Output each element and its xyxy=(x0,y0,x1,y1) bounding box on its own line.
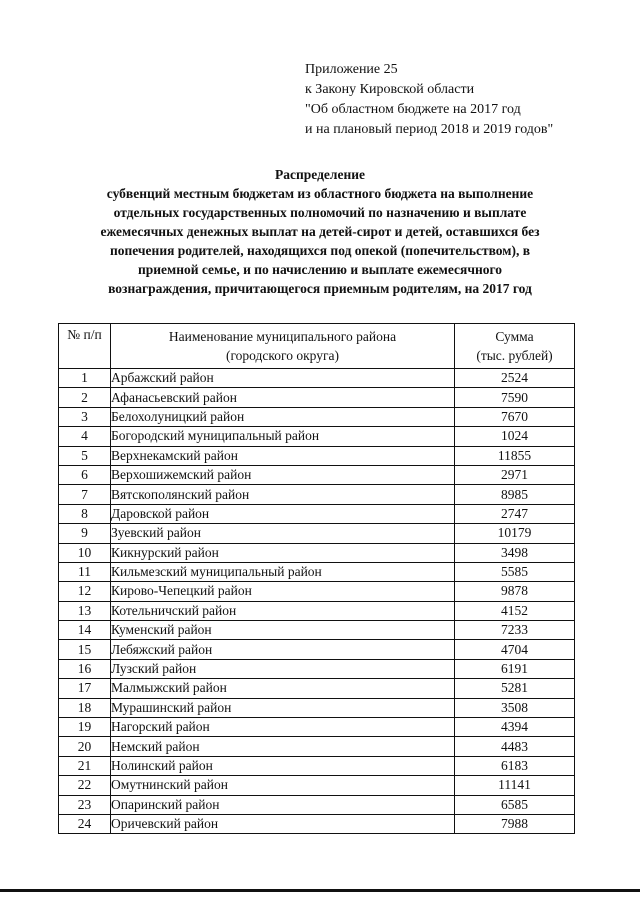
cell-name: Мурашинский район xyxy=(111,698,455,717)
cell-sum: 2747 xyxy=(455,504,575,523)
cell-name: Даровской район xyxy=(111,504,455,523)
header-num xyxy=(59,324,111,369)
cell-name: Кикнурский район xyxy=(111,543,455,562)
cell-sum: 5281 xyxy=(455,679,575,698)
cell-num: 7 xyxy=(59,485,111,504)
header-name-line1: Наименование муниципального района xyxy=(168,329,397,344)
table-row xyxy=(59,524,575,543)
appendix-line: и на плановый период 2018 и 2019 годов" xyxy=(305,122,554,137)
cell-num: 1 xyxy=(59,369,111,388)
table-row xyxy=(59,621,575,640)
header-name-line2: (городского округа) xyxy=(225,348,340,363)
cell-num: 17 xyxy=(59,679,111,698)
cell-name: Лузский район xyxy=(111,659,455,678)
table-row xyxy=(59,718,575,737)
cell-sum: 6585 xyxy=(455,795,575,814)
cell-num: 21 xyxy=(59,756,111,775)
cell-num: 13 xyxy=(59,601,111,620)
cell-name: Кирово-Чепецкий район xyxy=(111,582,455,601)
cell-name: Арбажский район xyxy=(111,369,455,388)
table-row xyxy=(59,504,575,523)
bottom-rule xyxy=(0,889,640,892)
document-heading xyxy=(50,165,590,298)
table-body xyxy=(59,369,575,834)
cell-name: Кильмезский муниципальный район xyxy=(111,562,455,581)
cell-sum: 4483 xyxy=(455,737,575,756)
cell-name: Опаринский район xyxy=(111,795,455,814)
cell-name: Зуевский район xyxy=(111,524,455,543)
table-row xyxy=(59,814,575,833)
cell-num: 12 xyxy=(59,582,111,601)
cell-name: Омутнинский район xyxy=(111,776,455,795)
subvention-table xyxy=(58,323,575,834)
header-sum-line2: (тыс. рублей) xyxy=(476,348,553,363)
header-name xyxy=(111,324,455,369)
table-row xyxy=(59,640,575,659)
cell-name: Малмыжский район xyxy=(111,679,455,698)
heading-line: приемной семье, и по начислению и выплате ежемесячного xyxy=(137,262,503,277)
cell-name: Афанасьевский район xyxy=(111,388,455,407)
cell-num: 19 xyxy=(59,718,111,737)
cell-num: 14 xyxy=(59,621,111,640)
cell-sum: 9878 xyxy=(455,582,575,601)
table-row xyxy=(59,485,575,504)
table-row xyxy=(59,601,575,620)
cell-num: 8 xyxy=(59,504,111,523)
cell-num: 20 xyxy=(59,737,111,756)
table-row xyxy=(59,679,575,698)
table-row xyxy=(59,737,575,756)
cell-name: Верхошижемский район xyxy=(111,465,455,484)
cell-sum: 11855 xyxy=(455,446,575,465)
cell-name: Котельничский район xyxy=(111,601,455,620)
table-row xyxy=(59,795,575,814)
table-header-row xyxy=(59,324,575,369)
header-sum-line1: Сумма xyxy=(495,329,534,344)
cell-sum: 8985 xyxy=(455,485,575,504)
cell-sum: 6191 xyxy=(455,659,575,678)
cell-name: Вятскополянский район xyxy=(111,485,455,504)
cell-num: 24 xyxy=(59,814,111,833)
cell-sum: 10179 xyxy=(455,524,575,543)
cell-num: 16 xyxy=(59,659,111,678)
cell-sum: 1024 xyxy=(455,427,575,446)
cell-name: Куменский район xyxy=(111,621,455,640)
table-row xyxy=(59,407,575,426)
cell-name: Богородский муниципальный район xyxy=(111,427,455,446)
cell-name: Нолинский район xyxy=(111,756,455,775)
cell-sum: 7670 xyxy=(455,407,575,426)
cell-sum: 5585 xyxy=(455,562,575,581)
table-row xyxy=(59,543,575,562)
cell-sum: 3508 xyxy=(455,698,575,717)
heading-line: Распределение xyxy=(274,167,366,182)
heading-line: попечения родителей, находящихся под опекой (попечительством), в xyxy=(109,243,531,258)
table-row xyxy=(59,388,575,407)
table-row xyxy=(59,446,575,465)
cell-sum: 3498 xyxy=(455,543,575,562)
cell-sum: 7233 xyxy=(455,621,575,640)
cell-sum: 4152 xyxy=(455,601,575,620)
cell-num: 22 xyxy=(59,776,111,795)
table-row xyxy=(59,698,575,717)
cell-sum: 4394 xyxy=(455,718,575,737)
table-row xyxy=(59,659,575,678)
cell-sum: 4704 xyxy=(455,640,575,659)
cell-sum: 2524 xyxy=(455,369,575,388)
heading-line: субвенций местным бюджетам из областного бюджета на выполнение xyxy=(106,186,534,201)
table-row xyxy=(59,562,575,581)
cell-num: 5 xyxy=(59,446,111,465)
header-sum xyxy=(455,324,575,369)
cell-sum: 11141 xyxy=(455,776,575,795)
table-row xyxy=(59,756,575,775)
cell-num: 10 xyxy=(59,543,111,562)
cell-name: Белохолуницкий район xyxy=(111,407,455,426)
cell-num: 23 xyxy=(59,795,111,814)
cell-num: 18 xyxy=(59,698,111,717)
table-row xyxy=(59,776,575,795)
heading-line: ежемесячных денежных выплат на детей-сирот и детей, оставшихся без xyxy=(100,224,540,239)
appendix-line: к Закону Кировской области xyxy=(305,82,475,97)
cell-num: 4 xyxy=(59,427,111,446)
heading-line: отдельных государственных полномочий по назначению и выплате xyxy=(113,205,527,220)
cell-num: 15 xyxy=(59,640,111,659)
cell-name: Верхнекамский район xyxy=(111,446,455,465)
cell-num: 3 xyxy=(59,407,111,426)
header-num-label: № п/п xyxy=(67,327,102,342)
cell-name: Лебяжский район xyxy=(111,640,455,659)
table-row xyxy=(59,427,575,446)
appendix-line: "Об областном бюджете на 2017 год xyxy=(305,102,521,117)
cell-name: Нагорский район xyxy=(111,718,455,737)
cell-name: Немский район xyxy=(111,737,455,756)
appendix-block xyxy=(305,60,553,140)
cell-name: Оричевский район xyxy=(111,814,455,833)
cell-sum: 7590 xyxy=(455,388,575,407)
cell-sum: 2971 xyxy=(455,465,575,484)
table-row xyxy=(59,465,575,484)
cell-sum: 6183 xyxy=(455,756,575,775)
table-row xyxy=(59,369,575,388)
cell-num: 6 xyxy=(59,465,111,484)
cell-sum: 7988 xyxy=(455,814,575,833)
appendix-line: Приложение 25 xyxy=(305,62,398,77)
cell-num: 11 xyxy=(59,562,111,581)
table-row xyxy=(59,582,575,601)
heading-line: вознаграждения, причитающегося приемным родителям, на 2017 год xyxy=(108,281,532,296)
cell-num: 2 xyxy=(59,388,111,407)
cell-num: 9 xyxy=(59,524,111,543)
